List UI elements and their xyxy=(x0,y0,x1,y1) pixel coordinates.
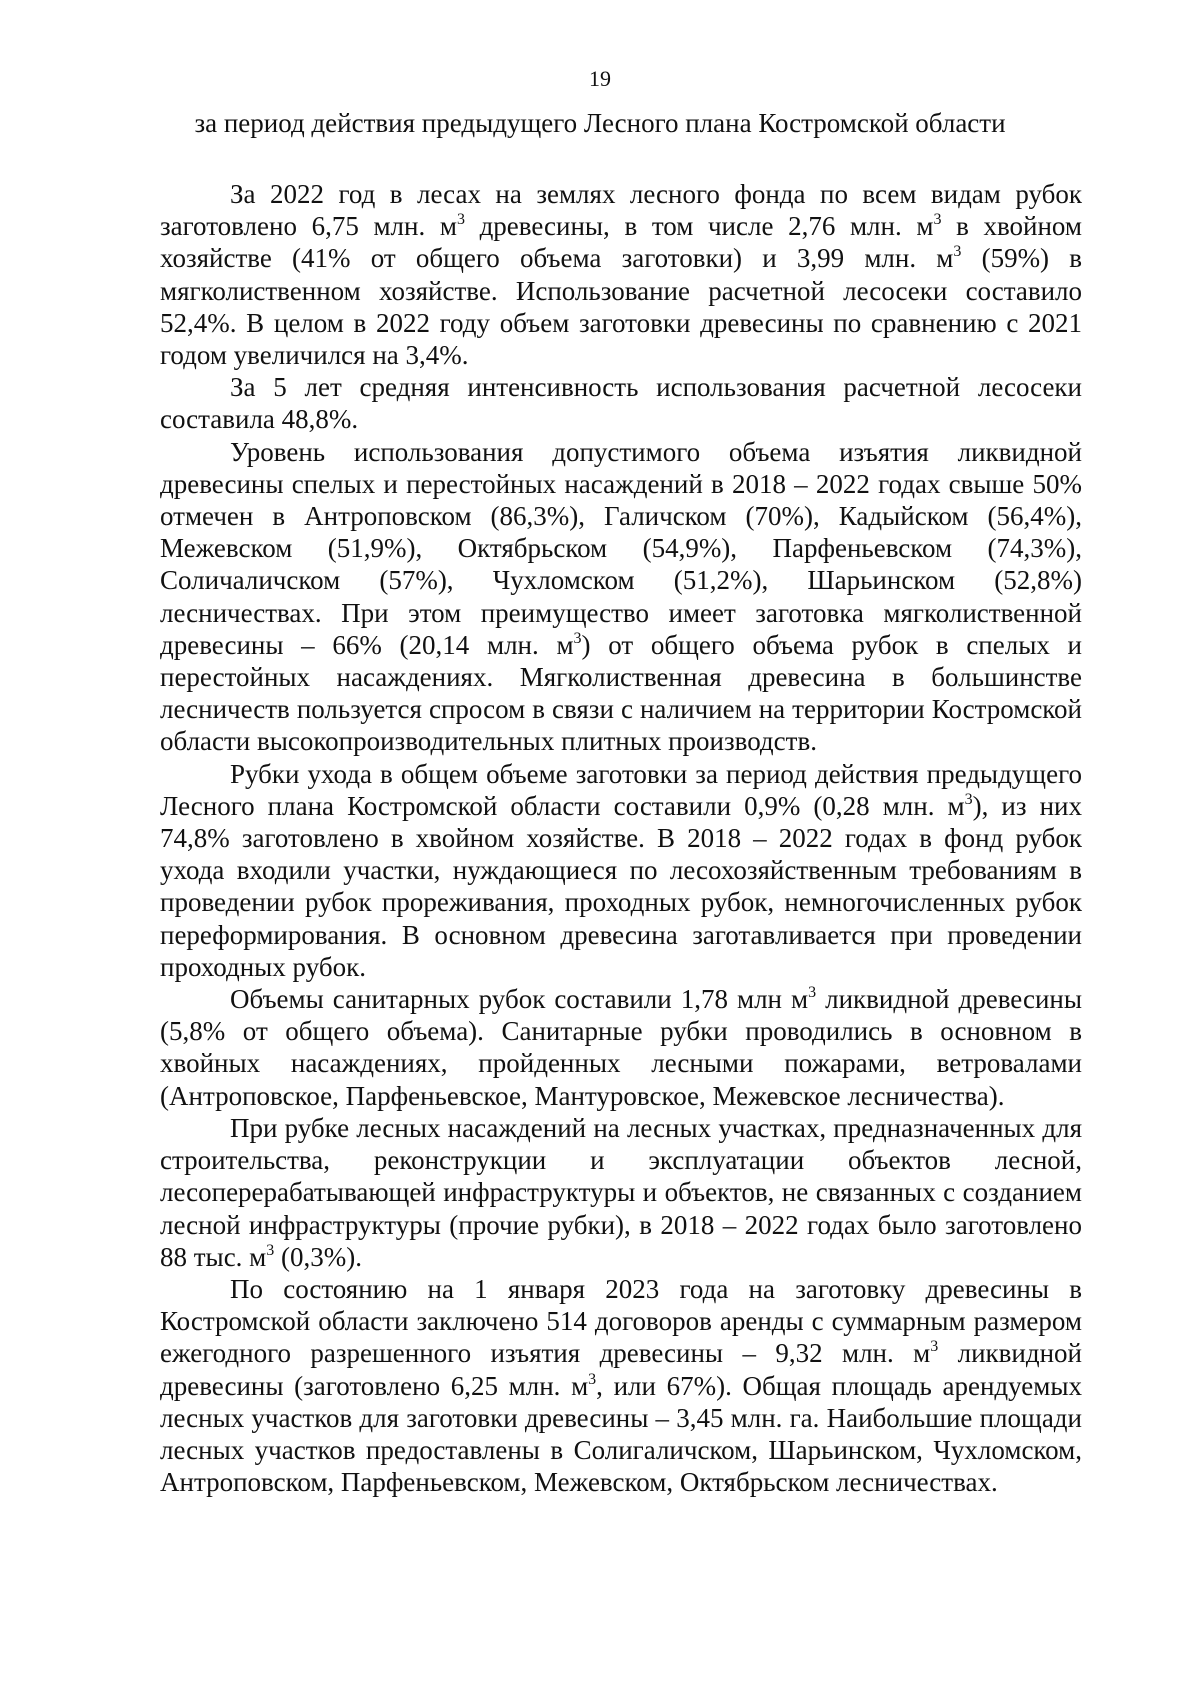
text-run: ) от общего объема рубок в спелых и перестойных насаждениях. Мягколиственная древесина в большинстве лесничеств пользуется спросом в связи с наличием на территории Костромской области высокопроизводительных плитных производств. xyxy=(160,629,1082,757)
text-run: ликвидной древесины (5,8% от общего объема). Санитарные рубки проводились в основном в хвойных насаждениях, пройденных лесными пожарами, ветровалами (Антроповское, Парфеньевское, Мантуровское, Межевское лесничества). xyxy=(160,984,1082,1111)
superscript: 3 xyxy=(573,629,582,647)
superscript: 3 xyxy=(953,243,962,261)
paragraph-lease-agreements xyxy=(160,1273,1082,1498)
superscript: 3 xyxy=(266,1241,275,1259)
superscript: 3 xyxy=(930,1338,939,1356)
paragraph-harvest-2022 xyxy=(160,178,1082,371)
text-run: ликвидной древесины (заготовлено 6,25 млн. м xyxy=(160,1338,1083,1401)
paragraph-five-year-intensity xyxy=(160,371,1082,435)
text-run: Уровень использования допустимого объема изъятия ликвидной древесины спелых и перестойных насаждений в 2018 – 2022 годах свыше 50% отмечен в Антроповском (86,3%), Галичском (70%), Кадыйском (56,4%), Межевском (51,9%), Октябрьском (54,9%), Парфеньевском (74,3%), Соличаличском (57%), Чухломском (51,2%), Шарьинском (52,8%) лесничествах. При этом преимущество имеет заготовка мягколиственной древесины – 66% (20,14 млн. м xyxy=(160,436,1082,660)
superscript: 3 xyxy=(456,211,465,229)
superscript: 3 xyxy=(964,790,973,808)
text-run: (59%) в мягколиственном хозяйстве. Использование расчетной лесосеки составило 52,4%. В целом в 2022 году объем заготовки древесины по сравнению с 2021 годом увеличился на 3,4%. xyxy=(160,243,1082,371)
paragraph-usage-level xyxy=(160,436,1082,758)
text-run: При рубке лесных насаждений на лесных участках, предназначенных для строительства, реконструкции и эксплуатации объектов лесной, лесоперерабатывающей инфраструктуры и объектов, не связанных с созданием лесной инфраструктуры (прочие рубки), в 2018 – 2022 годах было заготовлено 88 тыс. м xyxy=(160,1112,1082,1272)
paragraph-thinning xyxy=(160,758,1082,983)
text-run: Объемы санитарных рубок составили 1,78 млн м xyxy=(230,984,809,1015)
paragraph-sanitary-felling xyxy=(160,983,1082,1112)
text-run: древесины, в том числе 2,76 млн. м xyxy=(464,211,934,242)
text-run: (0,3%). xyxy=(274,1241,362,1272)
text-run: За 2022 год в лесах на землях лесного фонда по всем видам рубок заготовлено 6,75 млн. м xyxy=(160,179,1082,242)
paragraph-other-felling xyxy=(160,1112,1082,1273)
text-run: За 5 лет средняя интенсивность использования расчетной лесосеки составила 48,8%. xyxy=(160,372,1082,435)
body-text xyxy=(160,178,1082,1498)
superscript: 3 xyxy=(808,984,817,1002)
text-run: ), из них 74,8% заготовлено в хвойном хозяйстве. В 2018 – 2022 годах в фонд рубок ухода входили участки, нуждающиеся по лесохозяйственным требованиям в проведении рубок прореживания, проходных рубок, немногочисленных рубок переформирования. В основном древесина заготавливается при проведении проходных рубок. xyxy=(160,790,1082,982)
text-run: , или 67%). Общая площадь арендуемых лесных участков для заготовки древесины – 3,45 млн. га. Наибольшие площади лесных участков предоставлены в Солигаличском, Шарьинском, Чухломском, Антроповском, Парфеньевском, Межевском, Октябрьском лесничествах. xyxy=(160,1370,1082,1498)
text-run: По состоянию на 1 января 2023 года на заготовку древесины в Костромской области заключено 514 договоров аренды с суммарным размером ежегодного разрешенного изъятия древесины – 9,32 млн. м xyxy=(160,1273,1082,1369)
text-run: Рубки ухода в общем объеме заготовки за период действия предыдущего Лесного плана Костромской области составили 0,9% (0,28 млн. м xyxy=(160,758,1082,821)
page-number: 19 xyxy=(589,66,611,91)
section-heading: за период действия предыдущего Лесного плана Костромской области xyxy=(194,108,1006,138)
superscript: 3 xyxy=(933,211,942,229)
superscript: 3 xyxy=(588,1370,597,1388)
text-run: в хвойном хозяйстве (41% от общего объема заготовки) и 3,99 млн. м xyxy=(160,211,1082,274)
